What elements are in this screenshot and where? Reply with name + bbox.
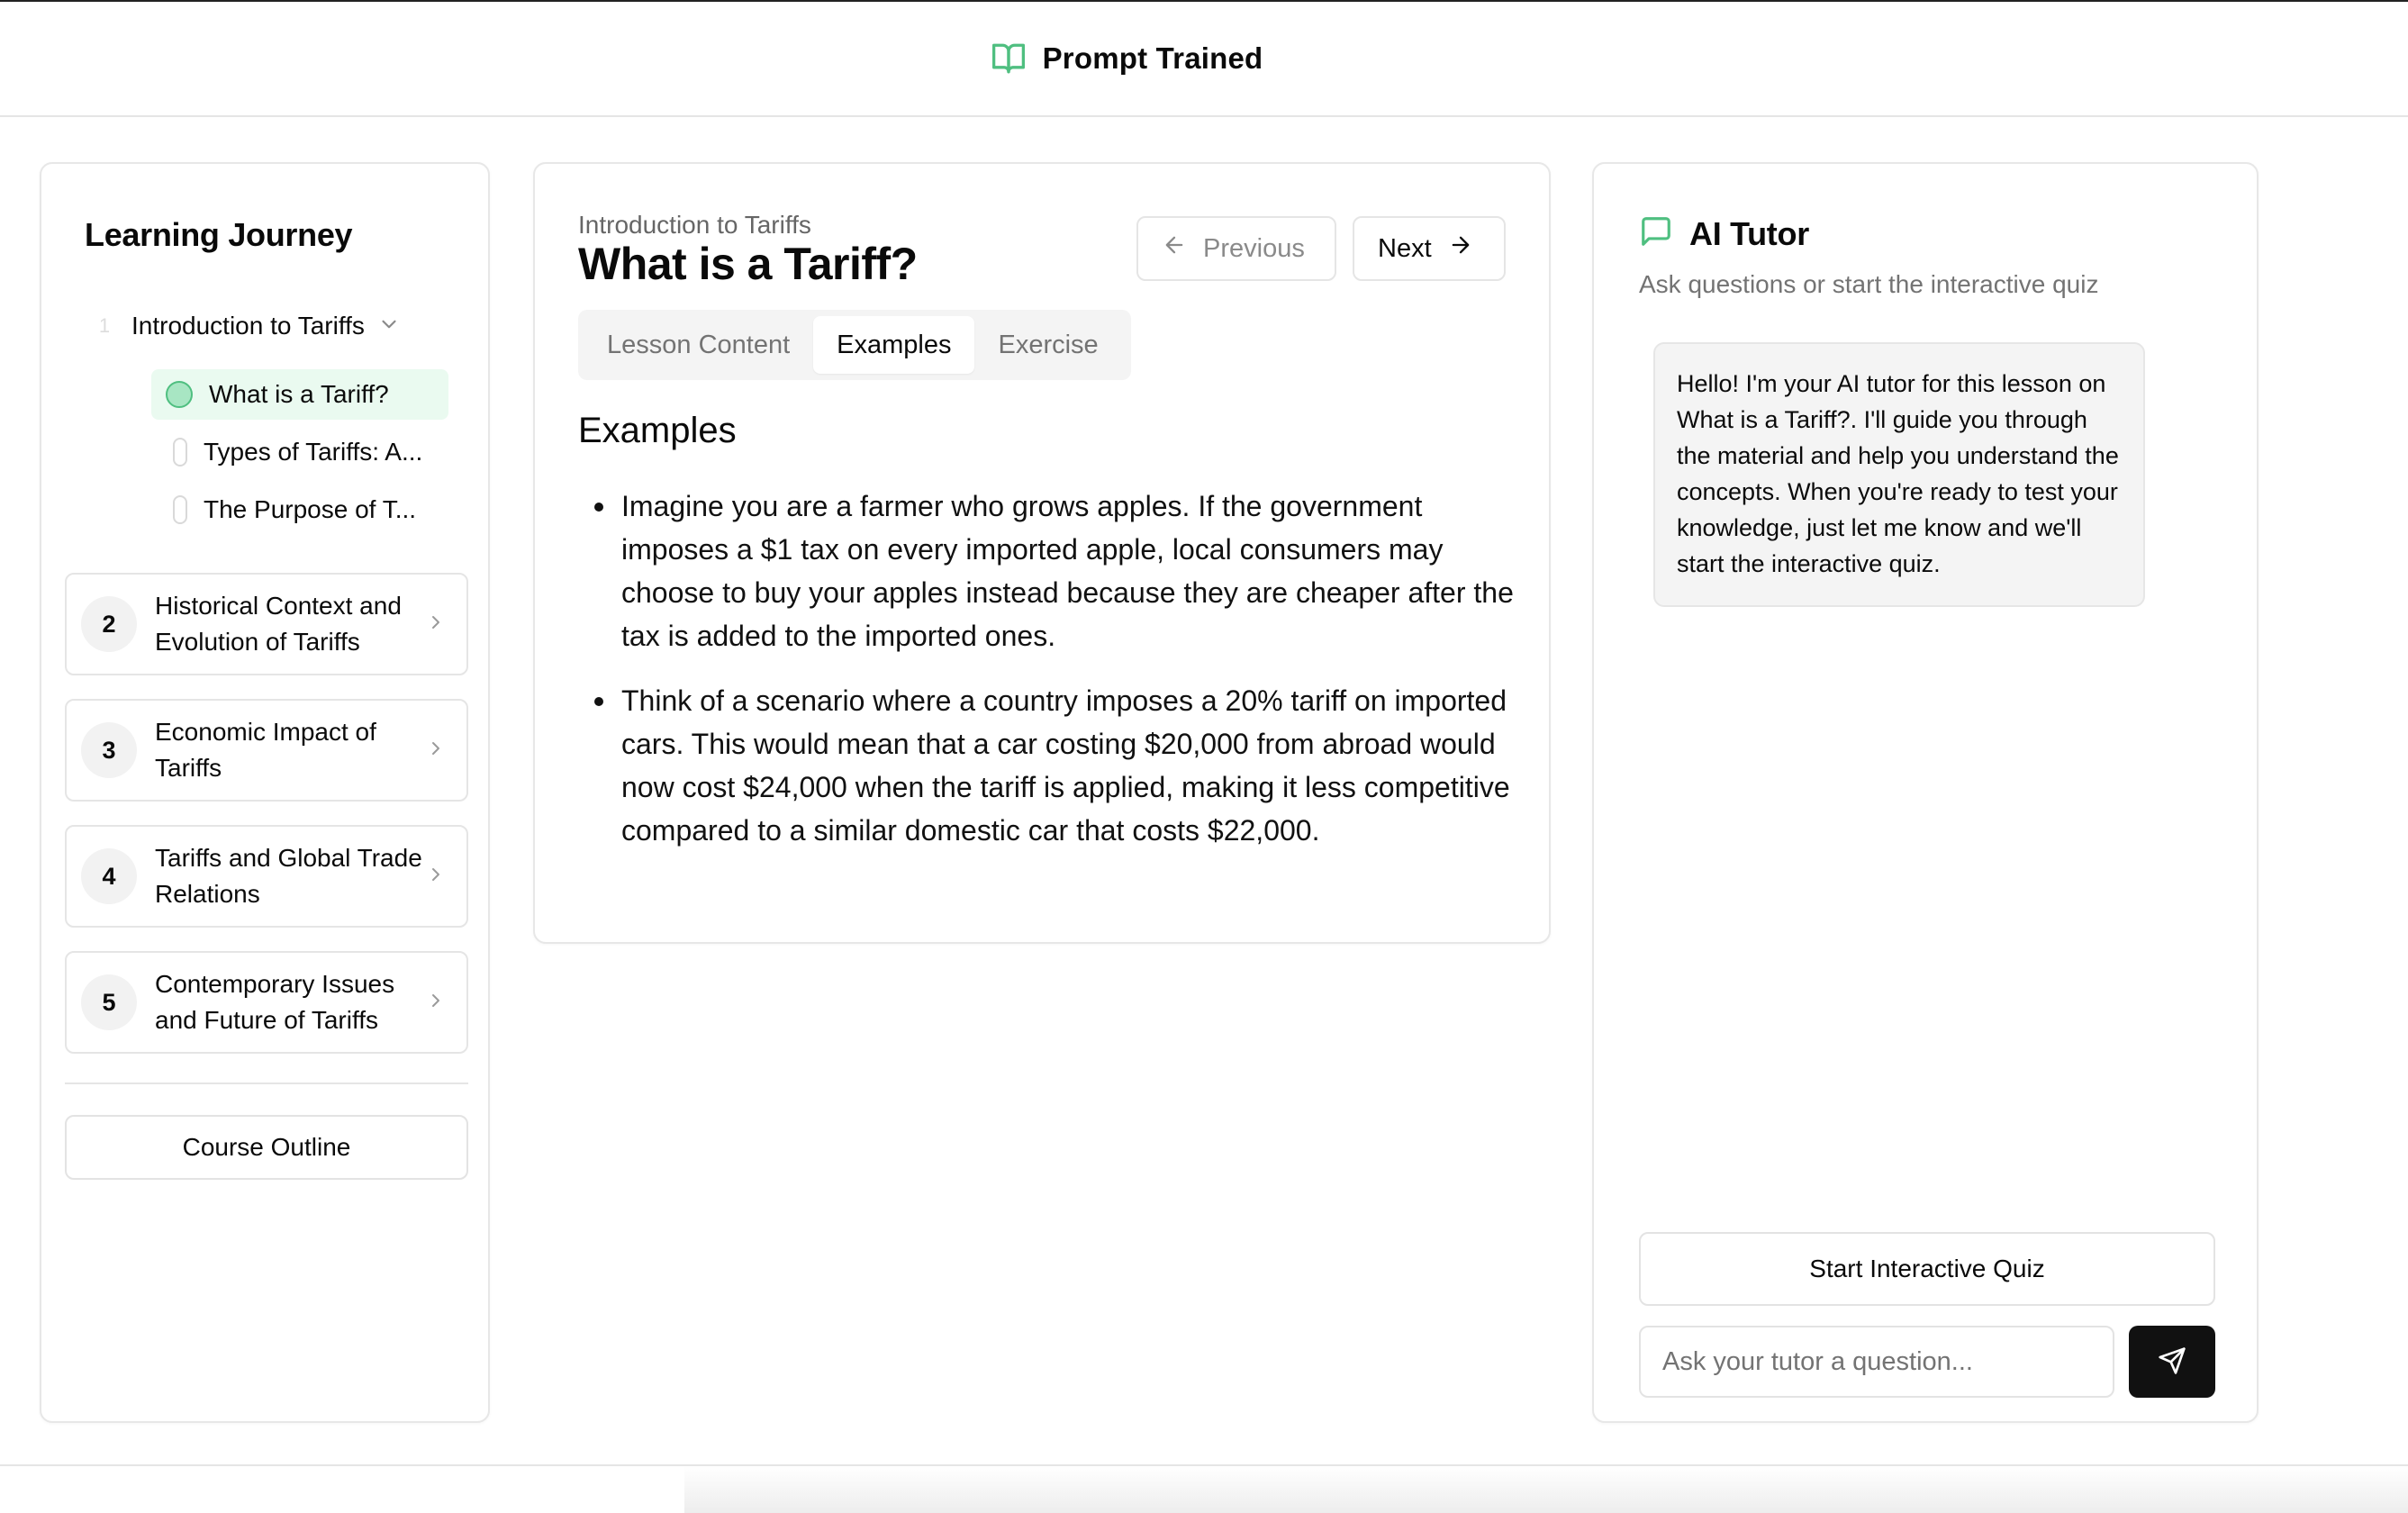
- module-number: 5: [81, 974, 137, 1030]
- lesson-item-what-is-a-tariff[interactable]: [151, 369, 448, 420]
- lesson-label: What is a Tariff?: [209, 380, 389, 408]
- module-number: 2: [81, 596, 137, 652]
- learning-journey-sidebar: [40, 162, 490, 1423]
- app-header: [0, 2, 2408, 117]
- lesson-content-panel: [533, 162, 1551, 944]
- chevron-right-icon: [425, 990, 447, 1016]
- module-label: Introduction to Tariffs: [131, 312, 365, 340]
- lesson-status-icon: [173, 438, 187, 467]
- module-historical-context[interactable]: [65, 573, 468, 675]
- module-introduction-to-tariffs[interactable]: [63, 299, 468, 353]
- module-label: Economic Impact of Tariffs: [155, 718, 376, 782]
- module-contemporary-issues[interactable]: [65, 951, 468, 1054]
- chevron-right-icon: [425, 864, 447, 890]
- lesson-item-purpose-of-tariffs[interactable]: [151, 485, 448, 535]
- module-label: Contemporary Issues and Future of Tariffs: [155, 970, 395, 1034]
- module-number: 3: [81, 722, 137, 778]
- course-outline-button[interactable]: Course Outline: [65, 1115, 468, 1180]
- breadcrumb: Introduction to Tariffs: [578, 211, 811, 239]
- send-button[interactable]: [2129, 1326, 2215, 1398]
- footer-shade: [684, 1466, 2408, 1513]
- next-label: Next: [1378, 233, 1432, 263]
- next-button[interactable]: [1353, 216, 1506, 281]
- sidebar-title: Learning Journey: [85, 216, 353, 253]
- start-quiz-button[interactable]: Start Interactive Quiz: [1639, 1232, 2215, 1306]
- arrow-right-icon: [1448, 232, 1473, 265]
- lesson-tabs: [578, 310, 1131, 380]
- brand[interactable]: [991, 41, 1263, 76]
- brand-name: Prompt Trained: [1042, 41, 1263, 75]
- chat-bubble-icon: [1639, 214, 1673, 253]
- chevron-right-icon: [425, 738, 447, 764]
- tab-exercise[interactable]: Exercise: [998, 330, 1099, 359]
- module-number: 4: [81, 848, 137, 904]
- page-title: What is a Tariff?: [578, 239, 918, 289]
- ask-tutor-input[interactable]: [1639, 1326, 2114, 1398]
- tutor-subtitle: Ask questions or start the interactive quiz: [1639, 270, 2099, 298]
- module-number: 1: [98, 314, 111, 337]
- section-heading: Examples: [578, 411, 737, 450]
- lesson-list: [151, 369, 493, 542]
- chevron-right-icon: [425, 612, 447, 638]
- arrow-left-icon: [1162, 232, 1187, 265]
- module-economic-impact[interactable]: [65, 699, 468, 802]
- list-item: Think of a scenario where a country imposes a 20% tariff on imported cars. This would mean that a car costing $20,000 from abroad would now cost $24,000 when the tariff is applied, making it less competitive compared to a similar domestic car that costs $22,000.: [578, 679, 1515, 852]
- lesson-status-icon: [173, 495, 187, 524]
- module-global-trade-relations[interactable]: [65, 825, 468, 928]
- lesson-label: Types of Tariffs: A...: [204, 438, 423, 466]
- tutor-title: AI Tutor: [1689, 214, 1809, 252]
- lesson-progress-circle-icon: [166, 381, 193, 408]
- chevron-down-icon: [377, 313, 401, 340]
- lesson-label: The Purpose of T...: [204, 495, 417, 523]
- tutor-message: Hello! I'm your AI tutor for this lesson on What is a Tariff?. I'll guide you through the material and help you understand the concepts. When you're ready to test your knowledge, just let me know and we'll start the interactive quiz.: [1653, 342, 2145, 607]
- sidebar-divider: [65, 1083, 468, 1084]
- send-icon: [2158, 1346, 2186, 1378]
- list-item: Imagine you are a farmer who grows apples. If the government imposes a $1 tax on every imported apple, local consumers may choose to buy your apples instead because they are cheaper after the tax is added to the imported ones.: [578, 485, 1515, 657]
- previous-button[interactable]: [1136, 216, 1336, 281]
- previous-label: Previous: [1203, 233, 1305, 263]
- module-label: Tariffs and Global Trade Relations: [155, 844, 422, 908]
- tab-examples[interactable]: Examples: [813, 316, 974, 374]
- open-book-icon: [991, 42, 1027, 75]
- tutor-header: [1639, 214, 1809, 253]
- tab-lesson-content[interactable]: Lesson Content: [607, 330, 791, 359]
- module-label: Historical Context and Evolution of Tariffs: [155, 592, 402, 656]
- examples-list: [578, 485, 1515, 874]
- ai-tutor-panel: [1592, 162, 2259, 1423]
- lesson-item-types-of-tariffs[interactable]: [151, 427, 448, 477]
